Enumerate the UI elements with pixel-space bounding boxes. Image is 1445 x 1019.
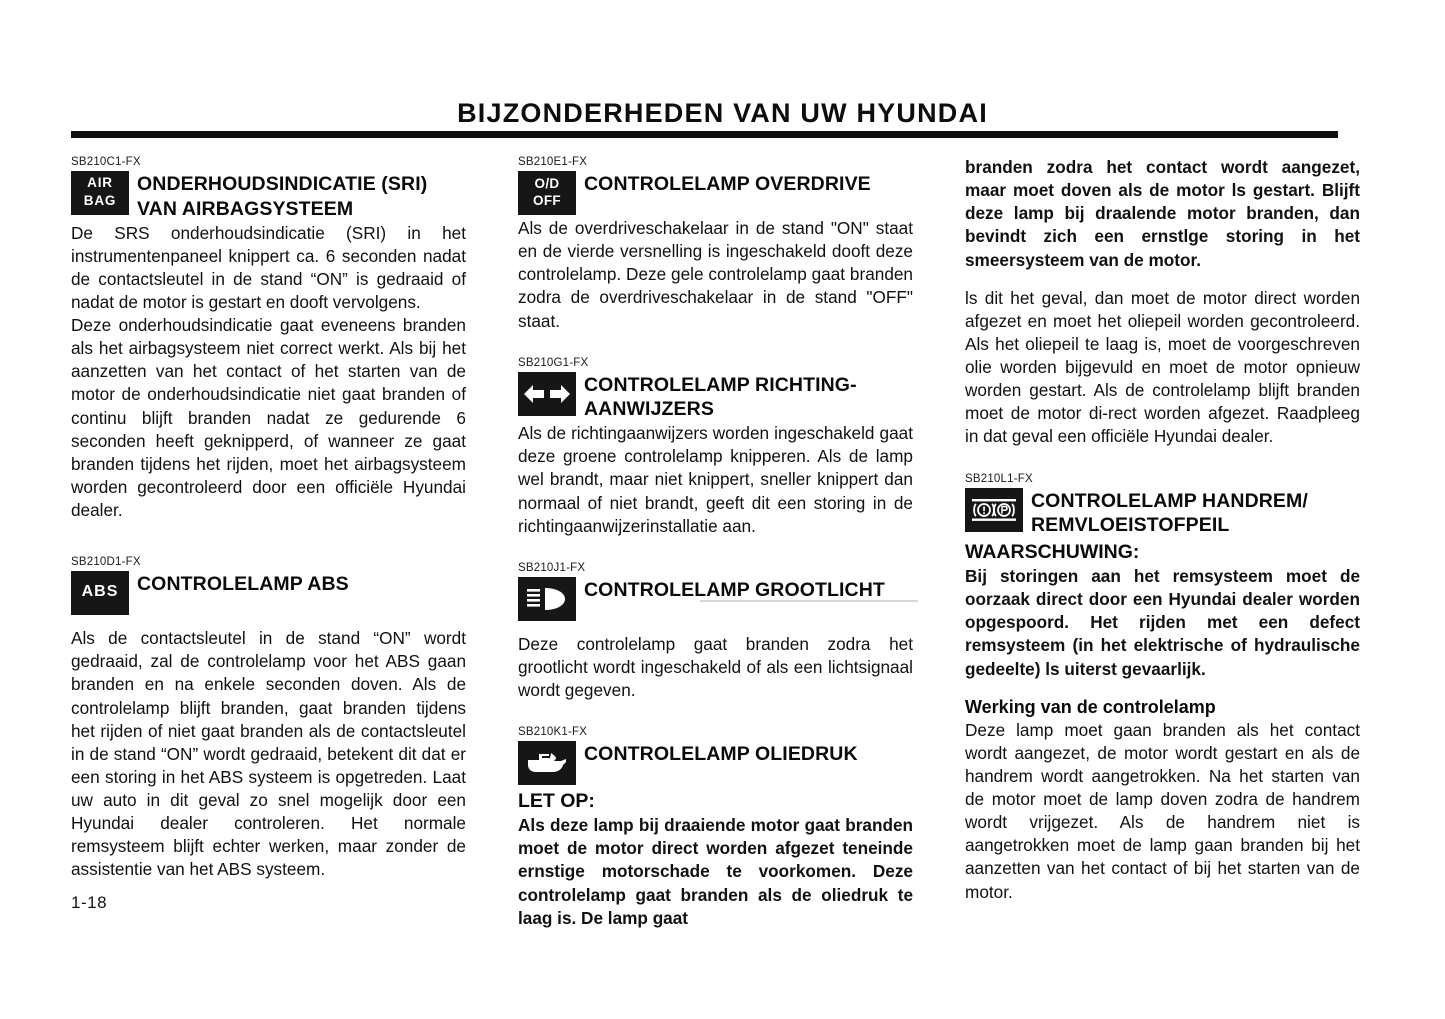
section-heading: ONDERHOUDSINDICATIE (SRI) VAN AIRBAGSYSTEEM — [137, 173, 428, 220]
section-header — [518, 170, 913, 217]
turn-signal-icon — [518, 372, 576, 416]
abs-icon — [71, 571, 129, 615]
section-header — [518, 740, 913, 787]
overdrive-off-icon — [518, 171, 576, 215]
section-code: SB210C1-FX — [71, 156, 141, 168]
section-heading: CONTROLELAMP OVERDRIVE — [584, 173, 871, 195]
section-header — [518, 576, 913, 623]
spacer — [965, 453, 1360, 473]
section-heading: CONTROLELAMP OLIEDRUK — [584, 743, 858, 766]
page-number: 1-18 — [71, 893, 108, 912]
section-code: SB210G1-FX — [518, 356, 589, 369]
airbag-icon-line2: BAG — [83, 193, 117, 208]
section-abs — [71, 556, 466, 881]
section-code: SB210E1-FX — [518, 156, 588, 168]
overdrive-icon-line2: OFF — [533, 193, 561, 208]
paragraph: De SRS onderhoudsindicatie (SRI) in het instrumentenpaneel knippert ca. 6 seconden nadat de contactsleutel in de stand “ON” is gedraaid of nadat de motor is gestart en dooft vervolgens. — [71, 222, 466, 312]
section-code: SB210D1-FX — [71, 556, 141, 569]
paragraph: Deze controlelamp gaat branden zodra het grootlicht wordt ingeschakeld of als een lichtsignaal wordt gegeven. — [518, 633, 913, 700]
content-columns — [71, 156, 1361, 934]
spacer — [518, 337, 913, 357]
section-overdrive — [518, 156, 913, 333]
section-code: SB210K1-FX — [518, 726, 588, 739]
section-airbag-sri — [71, 156, 466, 522]
paragraph: Bij storingen aan het remsysteem moet de oorzaak direct door een Hyundai dealer worden opgespoord. Het rijden met een defect remsysteem (in het elektrische of hydraulische gedeelte) ls uiterst gevaarlijk. — [965, 566, 1360, 679]
section-parking-brake — [965, 473, 1360, 904]
high-beam-icon — [518, 577, 576, 621]
paragraph: Als deze lamp bij draaiende motor gaat branden moet de motor direct worden afgezet teneinde ernstige motorschade te voorkomen. Deze controlelamp gaat branden als de oliedruk te laag is. De lamp gaat — [518, 815, 913, 928]
section-header — [518, 371, 913, 423]
section-header — [965, 487, 1360, 539]
section-heading: CONTROLELAMP RICHTING-AANWIJZERS — [584, 373, 857, 421]
paragraph: branden zodra het contact wordt aangezet, maar moet doven als de motor ls gestart. Blijft deze lamp bij draalende motor branden, dan bevindt zich een ernstlge storing in het smeersysteem van de motor. — [965, 157, 1360, 270]
section-oil-pressure — [518, 726, 913, 930]
overdrive-icon-line1: O/D — [534, 176, 560, 191]
section-subheading: LET OP: — [518, 790, 595, 813]
section-header — [71, 170, 466, 222]
spacer — [518, 623, 913, 633]
header-divider — [71, 131, 1338, 138]
spacer — [518, 542, 913, 562]
section-subheading: WAARSCHUWING: — [965, 541, 1140, 563]
column-3 — [965, 156, 1360, 934]
paragraph: Deze onderhoudsindicatie gaat eveneens branden als het airbagsysteem niet correct werkt. Als bij het aanzetten van het contact of het starten van de motor de onderhoudsindicatie niet gaat branden of continu blijft branden nadat ze gedurende 6 seconden heeft geknipperd, of wanneer ze gaat branden tijdens het rijden, moet het airbagsysteem worden gecontroleerd door een officiële Hyundai dealer. — [71, 315, 466, 520]
airbag-icon — [71, 171, 129, 215]
spacer — [518, 706, 913, 726]
paragraph: Deze lamp moet gaan branden als het contact wordt aangezet, de motor wordt gestart en als de handrem wordt aangetrokken. Na het starten van de motor moet de lamp doven zodra de handrem wordt vrijgezet. Als de handrem niet is aangetrokken moet de lamp gaan branden bij het aanzetten van het contact of bij het starten van de motor. — [965, 719, 1360, 902]
paragraph: Als de contactsleutel in de stand “ON” wordt gedraaid, zal de controlelamp voor het ABS gaan branden en na enkele seconden doven. Als de controlelamp blijft branden, gaat branden tijdens het rijden of niet gaat branden als de contactsleutel in de stand “ON” wordt gedraaid, betekent dit dat er een storing in het ABS systeem is opgetreden. Laat uw auto in dit geval zo snel mogelijk door een Hyundai dealer controleren. Het normale remsysteem blijft echter werken, maar zonder de assistentie van het ABS systeem. — [71, 628, 466, 880]
spacer — [71, 617, 466, 627]
page-title: BIJZONDERHEDEN VAN UW HYUNDAI — [457, 98, 988, 128]
paragraph: ls dit het geval, dan moet de motor direct worden afgezet en moet het oliepeil worden gecontroleerd. Als het oliepeil te laag is, moet de voorgeschreven olie worden bijgevuld en moet de motor opnieuw worden gestart. Als de controlelamp blijft branden moet de motor di-rect worden afgezet. Raadpleeg in dat geval een officiële Hyundai dealer. — [965, 287, 1360, 447]
section-subheading-2: Werking van de controlelamp — [965, 696, 1216, 717]
spacer — [71, 526, 466, 556]
section-heading: CONTROLELAMP GROOTLICHT — [584, 578, 885, 601]
column-2 — [518, 156, 913, 934]
section-heading: CONTROLELAMP ABS — [137, 573, 349, 596]
section-oil-pressure-continued — [965, 156, 1360, 449]
airbag-icon-line1: AIR — [87, 175, 113, 190]
section-high-beam — [518, 562, 913, 702]
section-turn-signals — [518, 357, 913, 538]
paragraph: Als de richtingaanwijzers worden ingeschakeld gaat deze groene controlelamp knipperen. Als de lamp wel brandt, maar niet knippert, sneller knippert dan normaal of niet brandt, geeft dit een storing in de richtingaanwijzerinstallatie aan. — [518, 423, 913, 536]
oil-pressure-icon — [518, 741, 576, 785]
section-code: SB210L1-FX — [965, 472, 1033, 485]
parking-brake-icon — [965, 488, 1023, 532]
paragraph: Als de overdriveschakelaar in de stand "ON" staat en de vierde versnelling is ingeschakeld dooft deze controlelamp. Deze gele controlelamp gaat branden zodra de overdriveschakelaar in de stand "OFF" staat. — [518, 218, 913, 331]
section-code: SB210J1-FX — [518, 561, 586, 574]
abs-icon-label: ABS — [81, 583, 119, 601]
section-heading: CONTROLELAMP HANDREM/ REMVLOEISTOFPEIL — [1031, 489, 1308, 537]
section-header — [71, 570, 466, 617]
column-1 — [71, 156, 466, 934]
